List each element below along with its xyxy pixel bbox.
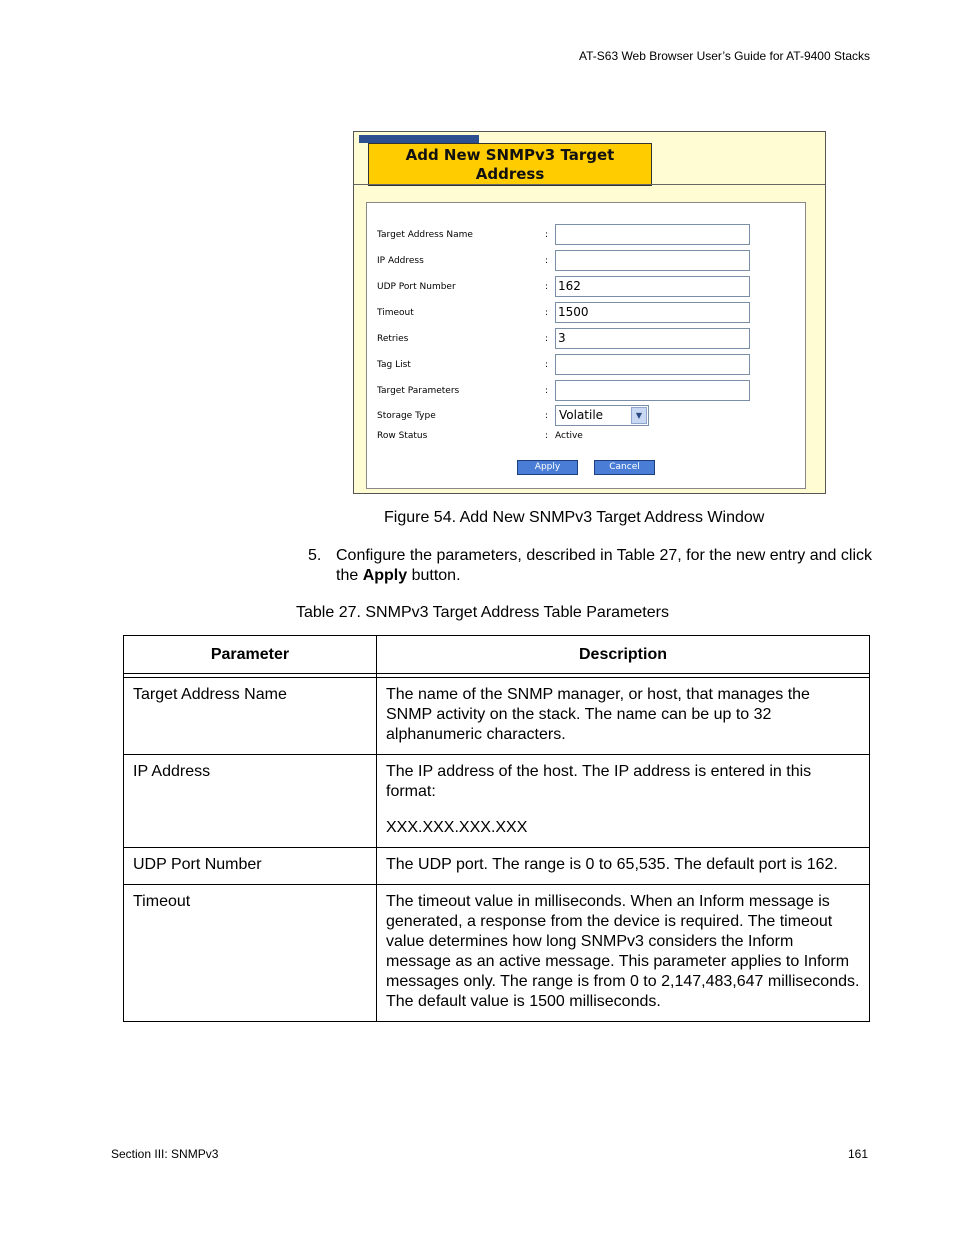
header-parameter: Parameter [124, 636, 377, 674]
desc-cell [377, 848, 870, 885]
title-divider [354, 184, 825, 185]
table-row [124, 678, 870, 755]
field-label: Timeout [377, 308, 414, 318]
field-colon: : [545, 360, 549, 370]
row-status-value: Active [555, 431, 583, 441]
field-row-ip-address [377, 250, 807, 272]
tag-list-input[interactable] [555, 354, 750, 375]
field-label: IP Address [377, 256, 424, 266]
screenshot-figure [353, 131, 826, 494]
table-row [124, 848, 870, 885]
field-label: UDP Port Number [377, 282, 456, 292]
field-label: Target Address Name [377, 230, 473, 240]
field-label: Storage Type [377, 411, 436, 421]
table-header-row [124, 636, 870, 674]
desc-paragraph: The UDP port. The range is 0 to 65,535. The default port is 162. [386, 856, 838, 873]
desc-paragraph: XXX.XXX.XXX.XXX [386, 819, 528, 836]
desc-paragraph: The IP address of the host. The IP address is entered in this format: [386, 763, 812, 800]
apply-button[interactable]: Apply [517, 460, 578, 475]
step-text-before: Configure the parameters, described in Table 27, for the new entry and click the [336, 547, 872, 584]
udp-port-input[interactable]: 162 [555, 276, 750, 297]
field-label: Tag List [377, 360, 411, 370]
timeout-input[interactable]: 1500 [555, 302, 750, 323]
window-title [368, 143, 652, 186]
parameters-table [123, 635, 870, 1022]
field-label: Retries [377, 334, 409, 344]
running-header: AT-S63 Web Browser User’s Guide for AT-9400 Stacks [578, 49, 870, 63]
field-row-target-parameters [377, 380, 807, 402]
window-title-line2: Address [475, 165, 545, 183]
desc-cell [377, 678, 870, 755]
ip-address-input[interactable] [555, 250, 750, 271]
desc-paragraph: The timeout value in milliseconds. When an Inform message is generated, a response from the device is required. The timeout value determines how long SNMPv3 considers the Inform message as an active message. This parameter applies to Inform messages only. The range is from 0 to 2,147,483,647 milliseconds. The default value is 1500 milliseconds. [386, 893, 860, 1010]
field-colon: : [545, 256, 549, 266]
param-cell: IP Address [124, 755, 377, 848]
desc-cell [377, 885, 870, 1022]
field-colon: : [545, 308, 549, 318]
form-panel [366, 202, 806, 489]
target-parameters-input[interactable] [555, 380, 750, 401]
table-title: Table 27. SNMPv3 Target Address Table Parameters [296, 604, 669, 621]
table-row [124, 885, 870, 1022]
field-colon: : [545, 282, 549, 292]
param-cell: UDP Port Number [124, 848, 377, 885]
field-colon: : [545, 334, 549, 344]
footer-section: Section III: SNMPv3 [111, 1147, 219, 1161]
window-title-line1: Add New SNMPv3 Target [405, 146, 615, 164]
param-cell: Target Address Name [124, 678, 377, 755]
step-text-bold: Apply [362, 567, 408, 584]
field-row-row-status [377, 425, 807, 447]
field-colon: : [545, 431, 549, 441]
field-row-tag-list [377, 354, 807, 376]
field-row-retries [377, 328, 807, 350]
target-address-name-input[interactable] [555, 224, 750, 245]
field-row-timeout [377, 302, 807, 324]
footer-page-number: 161 [847, 1147, 868, 1161]
cancel-button[interactable]: Cancel [594, 460, 655, 475]
retries-input[interactable]: 3 [555, 328, 750, 349]
title-tab-strip [359, 135, 479, 143]
field-row-udp-port [377, 276, 807, 298]
field-row-target-address-name [377, 224, 807, 246]
table-row [124, 755, 870, 848]
field-label: Row Status [377, 431, 428, 441]
step-text-after: button. [407, 567, 461, 584]
param-cell: Timeout [124, 885, 377, 1022]
desc-paragraph: The name of the SNMP manager, or host, that manages the SNMP activity on the stack. The name can be up to 32 alphanumeric characters. [386, 686, 810, 743]
field-colon: : [545, 230, 549, 240]
storage-type-select[interactable] [555, 405, 649, 426]
desc-cell [377, 755, 870, 848]
chevron-down-icon[interactable]: ▼ [631, 407, 647, 424]
header-description: Description [377, 636, 870, 674]
step-number: 5. [308, 547, 322, 564]
storage-type-value: Volatile [559, 408, 604, 422]
field-colon: : [545, 386, 549, 396]
field-row-storage-type [377, 405, 807, 427]
step-text [336, 546, 876, 586]
figure-caption: Figure 54. Add New SNMPv3 Target Address Window [384, 509, 765, 526]
field-label: Target Parameters [377, 386, 460, 396]
field-colon: : [545, 411, 549, 421]
